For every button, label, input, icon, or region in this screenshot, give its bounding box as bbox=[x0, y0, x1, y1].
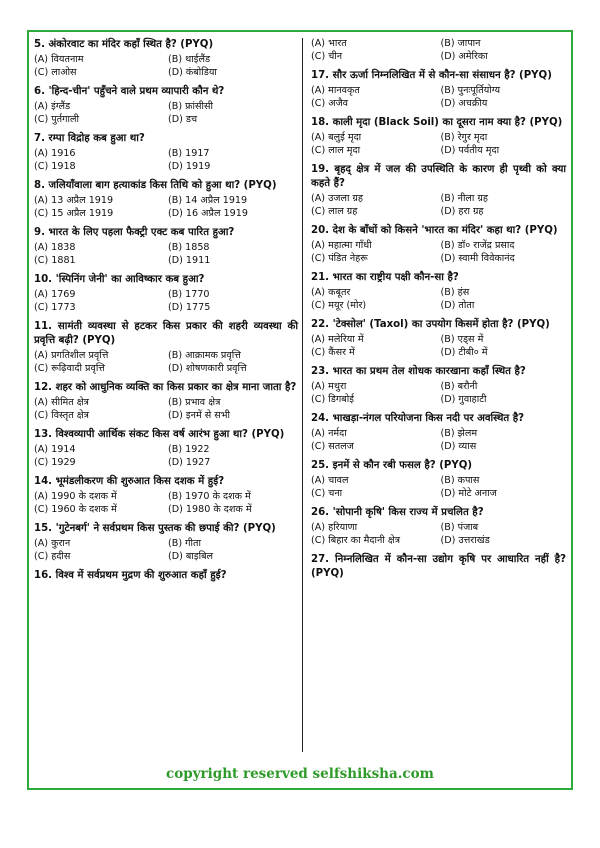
question-text: 13. विश्वव्यापी आर्थिक संकट किस वर्ष आरंभ हुआ था? (PYQ) bbox=[34, 429, 285, 440]
question-text: 20. देश के बाँधों को किसने 'भारत का मंदिर' कहा था? (PYQ) bbox=[311, 225, 558, 236]
option-item: (A) सीमित क्षेत्र bbox=[34, 397, 89, 408]
option-item: (B) 1770 bbox=[168, 289, 210, 300]
option-item: (C) अजैव bbox=[311, 97, 349, 109]
question-text: 7. रम्पा विद्रोह कब हुआ था? bbox=[34, 133, 145, 144]
options-grid bbox=[34, 538, 298, 563]
option-item: (B) पुनःपूर्तियोग्य bbox=[440, 85, 501, 96]
option-item: (A) भारत bbox=[311, 38, 347, 49]
question-text: 23. भारत का प्रथम तेल शोधक कारखाना कहाँ स्थित है? bbox=[311, 366, 526, 377]
question-text: 9. भारत के लिए पहला फैक्ट्री एक्ट कब पारित हुआ? bbox=[34, 227, 235, 238]
option-item: (C) पुर्तगाली bbox=[34, 113, 80, 125]
option-item: (B) 1922 bbox=[168, 444, 210, 455]
option-item: (A) कबूतर bbox=[311, 287, 351, 298]
option-item: (C) चीन bbox=[311, 50, 343, 62]
option-item: (A) 1990 के दशक में bbox=[34, 491, 117, 502]
options-grid bbox=[34, 350, 298, 375]
option-item: (B) झेलम bbox=[440, 428, 478, 439]
option-item: (A) 13 अप्रैल 1919 bbox=[34, 195, 114, 206]
option-item: (C) मयूर (मोर) bbox=[311, 299, 367, 311]
options-grid bbox=[311, 132, 566, 157]
question-text: 24. भाखड़ा-नंगल परियोजना किस नदी पर अवस्थित है? bbox=[311, 413, 525, 424]
option-item: (D) हरा ग्रह bbox=[440, 205, 484, 217]
option-item: (D) गुवाहाटी bbox=[440, 393, 487, 405]
question-block bbox=[311, 365, 566, 406]
options-grid bbox=[311, 522, 566, 547]
option-item: (D) कंबोडिया bbox=[168, 66, 217, 78]
option-item: (A) मथुरा bbox=[311, 381, 347, 392]
option-item: (D) 1980 के दशक में bbox=[168, 503, 252, 515]
options-grid bbox=[34, 242, 298, 267]
option-item: (C) पंडित नेहरू bbox=[311, 252, 368, 264]
option-item: (D) टीबी० में bbox=[440, 346, 488, 358]
question-block bbox=[311, 553, 566, 581]
option-item: (A) 1838 bbox=[34, 242, 76, 253]
options-grid bbox=[34, 101, 298, 126]
option-item: (C) चना bbox=[311, 487, 343, 499]
option-item: (B) पंजाब bbox=[440, 522, 479, 533]
question-text: 19. बृहद् क्षेत्र में जल की उपस्थिति के कारण ही पृथ्वी को क्या कहते हैं? bbox=[311, 164, 566, 189]
option-item: (B) हंस bbox=[440, 287, 470, 298]
option-item: (C) 1881 bbox=[34, 254, 76, 266]
option-item: (A) मलेरिया में bbox=[311, 334, 364, 345]
option-item: (D) 1927 bbox=[168, 456, 211, 468]
question-block bbox=[34, 38, 298, 79]
option-item: (B) गीता bbox=[168, 538, 201, 549]
question-text: 11. सामंती व्यवस्था से हटकर किस प्रकार की शहरी व्यवस्था की प्रवृत्ति बढ़ी? (PYQ) bbox=[34, 321, 298, 346]
options-grid bbox=[34, 491, 298, 516]
question-block bbox=[34, 428, 298, 469]
option-item: (D) 1919 bbox=[168, 160, 211, 172]
option-item: (D) मोटे अनाज bbox=[440, 487, 497, 499]
question-text: 14. भूमंडलीकरण की शुरुआत किस दशक में हुई? bbox=[34, 476, 225, 487]
question-block bbox=[34, 569, 298, 583]
option-item: (D) पर्वतीय मृदा bbox=[440, 144, 500, 156]
option-item: (B) आक्रामक प्रवृत्ति bbox=[168, 350, 241, 361]
option-item: (B) जापान bbox=[440, 38, 481, 49]
question-block bbox=[34, 273, 298, 314]
option-item: (A) नर्मदा bbox=[311, 428, 347, 439]
option-item: (B) 14 अप्रैल 1919 bbox=[168, 195, 248, 206]
question-block bbox=[311, 459, 566, 500]
option-item: (C) बिहार का मैदानी क्षेत्र bbox=[311, 534, 401, 546]
question-block bbox=[34, 179, 298, 220]
option-item: (D) शोषणकारी प्रवृत्ति bbox=[168, 362, 247, 374]
option-item: (B) 1858 bbox=[168, 242, 210, 253]
question-block bbox=[34, 381, 298, 422]
options-grid bbox=[311, 475, 566, 500]
option-item: (C) रूढ़िवादी प्रवृत्ति bbox=[34, 362, 105, 374]
option-item: (A) इंग्लैंड bbox=[34, 101, 71, 112]
question-block bbox=[311, 69, 566, 110]
question-block bbox=[311, 271, 566, 312]
question-block bbox=[311, 506, 566, 547]
options-grid bbox=[311, 38, 566, 63]
option-item: (B) थाईलैंड bbox=[168, 54, 211, 65]
option-item: (D) 1775 bbox=[168, 301, 211, 313]
option-item: (D) स्वामी विवेकानंद bbox=[440, 252, 515, 264]
question-text: 27. निम्नलिखित में कौन-सा उद्योग कृषि पर आधारित नहीं है? (PYQ) bbox=[311, 554, 566, 579]
option-item: (B) प्रभाव क्षेत्र bbox=[168, 397, 221, 408]
question-text: 16. विश्व में सर्वप्रथम मुद्रण की शुरुआत कहाँ हुई? bbox=[34, 570, 227, 581]
option-item: (A) वियतनाम bbox=[34, 54, 84, 65]
question-block bbox=[34, 475, 298, 516]
option-item: (C) 1960 के दशक में bbox=[34, 503, 117, 515]
option-item: (A) कुरान bbox=[34, 538, 71, 549]
option-item: (A) मानवकृत bbox=[311, 85, 360, 96]
option-item: (B) रेगुर मृदा bbox=[440, 132, 488, 143]
options-grid bbox=[34, 148, 298, 173]
question-text: 10. 'स्पिनिंग जेनी' का आविष्कार कब हुआ? bbox=[34, 274, 205, 285]
option-item: (C) लाल ग्रह bbox=[311, 205, 358, 217]
options-grid bbox=[34, 444, 298, 469]
question-block bbox=[311, 412, 566, 453]
option-item: (D) इनमें से सभी bbox=[168, 409, 230, 421]
question-text: 25. इनमें से कौन रबी फसल है? (PYQ) bbox=[311, 460, 473, 471]
left-question-column bbox=[34, 38, 298, 589]
option-item: (B) एड्स में bbox=[440, 334, 484, 345]
option-item: (D) बाइबिल bbox=[168, 550, 214, 562]
question-block bbox=[34, 132, 298, 173]
question-block bbox=[34, 522, 298, 563]
options-grid bbox=[311, 334, 566, 359]
question-text: 21. भारत का राष्ट्रीय पक्षी कौन-सा है? bbox=[311, 272, 459, 283]
question-text: 8. जलियाँवाला बाग हत्याकांड किस तिथि को हुआ था? (PYQ) bbox=[34, 180, 277, 191]
option-item: (B) नीला ग्रह bbox=[440, 193, 488, 204]
option-item: (A) उजला ग्रह bbox=[311, 193, 364, 204]
options-grid bbox=[34, 54, 298, 79]
question-block bbox=[34, 226, 298, 267]
options-grid bbox=[311, 381, 566, 406]
question-text: 15. 'गुटेनबर्ग' ने सर्वप्रथम किस पुस्तक की छपाई की? (PYQ) bbox=[34, 523, 276, 534]
option-item: (D) डच bbox=[168, 113, 198, 125]
option-item: (D) 16 अप्रैल 1919 bbox=[168, 207, 248, 219]
question-block bbox=[311, 38, 566, 63]
question-text: 17. सौर ऊर्जा निम्नलिखित में से कौन-सा संसाधन है? (PYQ) bbox=[311, 70, 552, 81]
question-text: 5. अंकोरवाट का मंदिर कहाँ स्थित है? (PYQ) bbox=[34, 39, 214, 50]
question-block bbox=[34, 85, 298, 126]
option-item: (B) फ्रांसीसी bbox=[168, 101, 213, 112]
option-item: (C) लाओस bbox=[34, 66, 77, 78]
question-block bbox=[311, 318, 566, 359]
question-block bbox=[34, 320, 298, 375]
option-item: (C) सतलज bbox=[311, 440, 354, 452]
question-text: 18. काली मृदा (Black Soil) का दूसरा नाम क्या है? (PYQ) bbox=[311, 117, 563, 128]
copyright-footer: copyright reserved selfshiksha.com bbox=[166, 766, 434, 782]
column-divider bbox=[302, 38, 303, 752]
option-item: (A) हरियाणा bbox=[311, 522, 358, 533]
right-question-column bbox=[311, 38, 566, 587]
option-item: (C) 1918 bbox=[34, 160, 76, 172]
option-item: (A) चावल bbox=[311, 475, 349, 486]
option-item: (A) 1769 bbox=[34, 289, 76, 300]
option-item: (C) हदीस bbox=[34, 550, 71, 562]
options-grid bbox=[311, 240, 566, 265]
question-block bbox=[311, 116, 566, 157]
option-item: (A) 1916 bbox=[34, 148, 76, 159]
option-item: (D) 1911 bbox=[168, 254, 211, 266]
option-item: (C) 15 अप्रैल 1919 bbox=[34, 207, 114, 219]
option-item: (C) 1929 bbox=[34, 456, 76, 468]
option-item: (B) 1970 के दशक में bbox=[168, 491, 251, 502]
option-item: (D) व्यास bbox=[440, 440, 477, 452]
option-item: (A) 1914 bbox=[34, 444, 76, 455]
question-text: 26. 'सोपानी कृषि' किस राज्य में प्रचलित है? bbox=[311, 507, 484, 518]
question-block bbox=[311, 163, 566, 218]
option-item: (A) प्रगतिशील प्रवृत्ति bbox=[34, 350, 109, 361]
option-item: (B) 1917 bbox=[168, 148, 210, 159]
option-item: (C) 1773 bbox=[34, 301, 76, 313]
options-grid bbox=[34, 289, 298, 314]
option-item: (D) अचक्रीय bbox=[440, 97, 488, 109]
options-grid bbox=[311, 193, 566, 218]
option-item: (A) महात्मा गाँधी bbox=[311, 240, 372, 251]
option-item: (C) डिगबोई bbox=[311, 393, 354, 405]
options-grid bbox=[311, 287, 566, 312]
options-grid bbox=[311, 85, 566, 110]
option-item: (D) अमेरिका bbox=[440, 50, 488, 62]
options-grid bbox=[34, 195, 298, 220]
question-text: 12. शहर को आधुनिक व्यक्ति का किस प्रकार का क्षेत्र माना जाता है? bbox=[34, 382, 297, 393]
option-item: (B) कपास bbox=[440, 475, 480, 486]
question-text: 22. 'टेक्सोल' (Taxol) का उपयोग किसमें होता है? (PYQ) bbox=[311, 319, 550, 330]
option-item: (D) तोता bbox=[440, 299, 475, 311]
options-grid bbox=[311, 428, 566, 453]
option-item: (C) लाल मृदा bbox=[311, 144, 361, 156]
question-text: 6. 'हिन्द-चीन' पहुँचने वाले प्रथम व्यापारी कौन थे? bbox=[34, 86, 225, 97]
question-block bbox=[311, 224, 566, 265]
option-item: (B) बरौनी bbox=[440, 381, 478, 392]
option-item: (C) विस्तृत क्षेत्र bbox=[34, 409, 89, 421]
option-item: (D) उत्तराखंड bbox=[440, 534, 490, 546]
option-item: (C) कैंसर में bbox=[311, 346, 355, 358]
options-grid bbox=[34, 397, 298, 422]
option-item: (A) बलुई मृदा bbox=[311, 132, 362, 143]
option-item: (B) डॉ० राजेंद्र प्रसाद bbox=[440, 240, 515, 251]
